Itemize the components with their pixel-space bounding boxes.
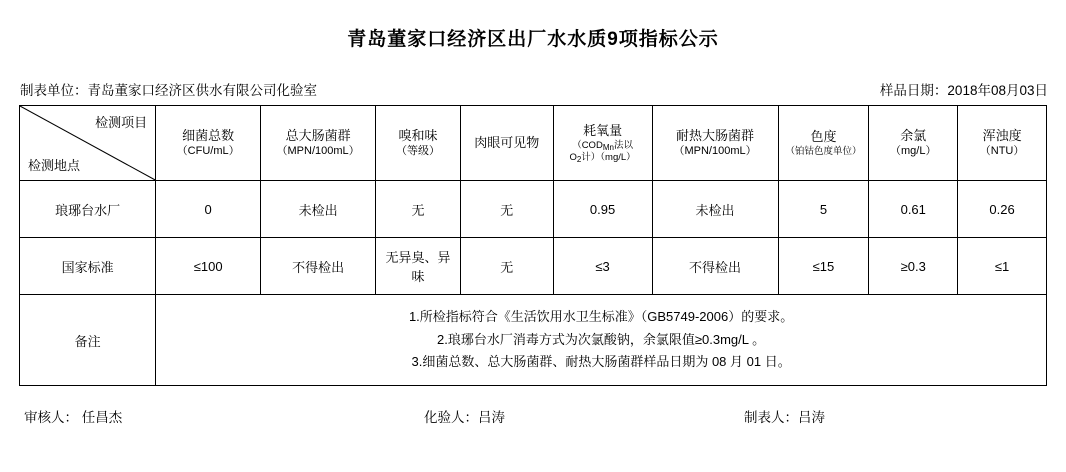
cell-value: ≤100 (156, 238, 261, 295)
header-name: 细菌总数 (182, 127, 235, 143)
note-label: 备注 (20, 295, 156, 386)
sample-date-label: 样品日期：2018年08月03日 (879, 83, 1048, 98)
header-unit: （mg/L） (890, 145, 937, 158)
header-unit: （MPN/100mL） (276, 145, 360, 158)
header-name: 色度 (810, 129, 837, 145)
note-row (20, 295, 1047, 386)
cell-value: 0.61 (869, 181, 958, 238)
header-corner-cell (20, 106, 156, 181)
header-name: 肉眼可见物 (474, 135, 540, 151)
cell-value: 5 (778, 181, 869, 238)
table-row (20, 238, 1047, 295)
header-unit: （NTU） (979, 145, 1025, 158)
header-name: 总大肠菌群 (285, 127, 351, 143)
cell-value: 无异臭、异味 (376, 238, 461, 295)
note-line: 1.所检指标符合《生活饮用水卫生标准》（GB5749-2006）的要求。 (408, 308, 794, 324)
cell-value: ≥0.3 (869, 238, 958, 295)
cell-value: ≤15 (778, 238, 869, 295)
header-col-odor-taste (376, 106, 461, 181)
cell-value: ≤1 (958, 238, 1047, 295)
header-col-bacteria-count (156, 106, 261, 181)
table-row (20, 181, 1047, 238)
header-name: 余氯 (900, 127, 927, 143)
cell-value: 未检出 (261, 181, 376, 238)
header-name: 嗅和味 (398, 127, 438, 143)
cell-value: 无 (376, 181, 461, 238)
note-line: 3.细菌总数、总大肠菌群、耐热大肠菌群样品日期为 08 月 01 日。 (411, 354, 791, 370)
header-corner-bottom-label: 检测地点 (28, 158, 81, 173)
header-name: 耐热大肠菌群 (676, 127, 755, 143)
note-body (156, 295, 1047, 386)
header-unit-line1: （$COD_{Mn}$法以 (572, 139, 633, 152)
header-unit: （等级） (395, 145, 440, 158)
maker-label: 制表人：吕涛 (744, 410, 825, 425)
header-unit-line2: $O_2$计）（mg/L） (569, 151, 636, 164)
note-line: 2.琅琊台水厂消毒方式为次氯酸钠，余氯限值≥0.3mg/L 。 (437, 331, 766, 347)
maker-unit-label: 制表单位：青岛董家口经济区供水有限公司化验室 (20, 83, 317, 98)
header-unit: （CFU/mL） (176, 145, 240, 158)
cell-value: 未检出 (652, 181, 778, 238)
cell-value: 不得检出 (261, 238, 376, 295)
header-unit: （MPN/100mL） (673, 145, 757, 158)
tester-label: 化验人：吕涛 (424, 410, 505, 425)
cell-value: 无 (460, 238, 553, 295)
meta-row (0, 51, 1066, 105)
header-name: 浑浊度 (982, 127, 1022, 143)
header-corner-top-label: 检测项目 (95, 115, 148, 130)
header-col-thermotolerant-coliform (652, 106, 778, 181)
page-title: 青岛董家口经济区出厂水水质9项指标公示 (347, 29, 719, 50)
reviewer-label: 审核人： 任昌杰 (24, 410, 123, 425)
cell-value: 无 (460, 181, 553, 238)
header-name: 耗氧量 (583, 123, 623, 139)
header-col-total-coliform (261, 106, 376, 181)
header-col-turbidity (958, 106, 1047, 181)
cell-value: 0 (156, 181, 261, 238)
header-col-visible-matter (460, 106, 553, 181)
footer-row (0, 386, 1066, 426)
table-header-row (20, 106, 1047, 181)
cell-value: 0.95 (553, 181, 652, 238)
cell-value: 0.26 (958, 181, 1047, 238)
header-col-chroma (778, 106, 869, 181)
header-col-oxygen-consumption (553, 106, 652, 181)
cell-value: 不得检出 (652, 238, 778, 295)
water-quality-table (19, 105, 1047, 386)
cell-value: ≤3 (553, 238, 652, 295)
header-col-residual-chlorine (869, 106, 958, 181)
row-label-plant: 琅琊台水厂 (20, 181, 156, 238)
header-unit: （铂钴色度单位） (785, 145, 862, 157)
row-label-national-standard: 国家标准 (20, 238, 156, 295)
